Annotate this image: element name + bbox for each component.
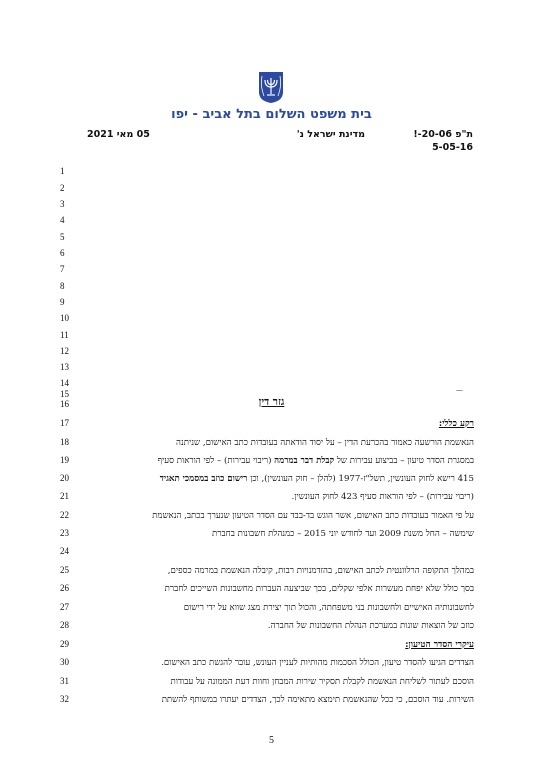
line-number: 3 <box>60 199 65 209</box>
line-number: 9 <box>60 297 65 307</box>
paragraph-line: על פי האמור בעובדות כתב האישום, אשר הוגש בד-בבד עם הסדר הטיעון שנערך בכתב, הנאשמת <box>152 511 474 521</box>
line-number: 13 <box>60 362 69 372</box>
line-number: 1 <box>60 166 65 176</box>
text-run: (ריבוי עבירות) – לפי הוראות סעיף <box>157 456 272 466</box>
court-name: בית משפט השלום בתל אביב - יפו <box>171 107 372 122</box>
case-number: ת"פ 20-06-! <box>413 129 473 140</box>
offense-name: רישום כוזב במסמכי תאגיד <box>159 474 248 484</box>
text-run: 415 רישא לחוק העונשין, תשל"ז-1977 (להלן – חוק העונשין), וכן <box>250 474 474 484</box>
document-date: 05 מאי 2021 <box>87 129 150 140</box>
line-number: 31 <box>60 676 69 686</box>
line-number: 12 <box>60 346 69 356</box>
page-number: 5 <box>269 735 274 746</box>
paragraph-line <box>82 455 474 467</box>
line-number: 19 <box>60 455 69 465</box>
line-number: 5 <box>60 232 65 242</box>
paragraph-line: הוסכם לעתור לשליחת הנאשמת לקבלת תסקיר שירות המבחן וחוות דעת הממונה על עבודות <box>170 677 474 687</box>
paragraph-line: במהלך התקופה הרלוונטית לכתב האישום, בהזדמנויות רבות, קיבלה הנאשמת במרמה כספים, <box>167 566 474 576</box>
case-number-suffix: 5-05-16 <box>432 142 473 153</box>
paragraph-line: בסך כולל שלא יפחת מעשרות אלפי שקלים, בכך שביצעה העברות מחשבונות השייכים לחברת <box>164 584 474 594</box>
line-number: 28 <box>60 620 69 630</box>
line-number: 17 <box>60 418 69 428</box>
section-heading-background: רקע כללי: <box>438 419 474 429</box>
line-number: 15 <box>60 389 69 399</box>
offense-name: קבלת דבר במרמה <box>274 456 335 466</box>
document-title: גזר דין <box>258 396 285 408</box>
section-heading-arrangement: עיקרי הסדר הטיעון: <box>405 640 474 650</box>
paragraph-line: השירות. עוד הוסכם, כי ככל שהנאשמת תימצא מתאימה לכך, הצדדים יעתרו במשותף להשתת <box>161 695 474 705</box>
line-number: 27 <box>60 602 69 612</box>
line-number: 8 <box>60 281 65 291</box>
case-parties: מדינת ישראל נ' <box>296 129 365 140</box>
paragraph-line: (ריבוי עבירות) – לפי הוראות סעיף 423 לחוק העונשין. <box>291 492 474 502</box>
line-number: 24 <box>60 546 69 556</box>
paragraph-line <box>82 473 474 485</box>
line-number: 22 <box>60 510 69 520</box>
paragraph-line: שימשה – החל משנת 2009 ועד לחודש יוני 2015 – כמנהלת חשבונות בחברת <box>212 529 474 539</box>
line-number: 10 <box>60 313 69 323</box>
paragraph-line: הצדדים הגיעו להסדר טיעון, הכולל הסכמות מהותיות לעניין העונש, עובר להגשת כתב האישום. <box>161 658 474 668</box>
paragraph-line: לחשבונותיה האישיים ולחשבונות בני משפחתה, והכול תוך יצירת מצג שווא על ידי רישום <box>183 603 474 613</box>
line-number: 7 <box>60 264 65 274</box>
line-number: 4 <box>60 215 65 225</box>
line-number: 20 <box>60 473 69 483</box>
line-number: 29 <box>60 639 69 649</box>
paragraph-line: כוזב של הוצאות שונות במערכת הנהלת החשבונות של החברה. <box>267 621 474 631</box>
paragraph-line: הנאשמת הורשעה כאמור בהכרעת הדין – על יסוד הודאתה בעובדות כתב האישום, שניתנה <box>176 438 474 448</box>
text-run: במסגרת הסדר טיעון – בביצוע עבירות של <box>336 456 474 466</box>
line-number: 6 <box>60 248 65 258</box>
line-number: 30 <box>60 657 69 667</box>
line-number: 26 <box>60 583 69 593</box>
line-number: 2 <box>60 183 65 193</box>
line-number: 23 <box>60 528 69 538</box>
state-emblem-icon <box>256 70 286 104</box>
line-number: 21 <box>60 491 69 501</box>
line-number: 18 <box>60 437 69 447</box>
line-number: 14 <box>60 378 69 388</box>
line-number: 16 <box>60 399 69 409</box>
line-number: 11 <box>60 330 69 340</box>
separator-mark: — <box>456 386 463 394</box>
line-number: 32 <box>60 694 69 704</box>
line-number: 25 <box>60 565 69 575</box>
